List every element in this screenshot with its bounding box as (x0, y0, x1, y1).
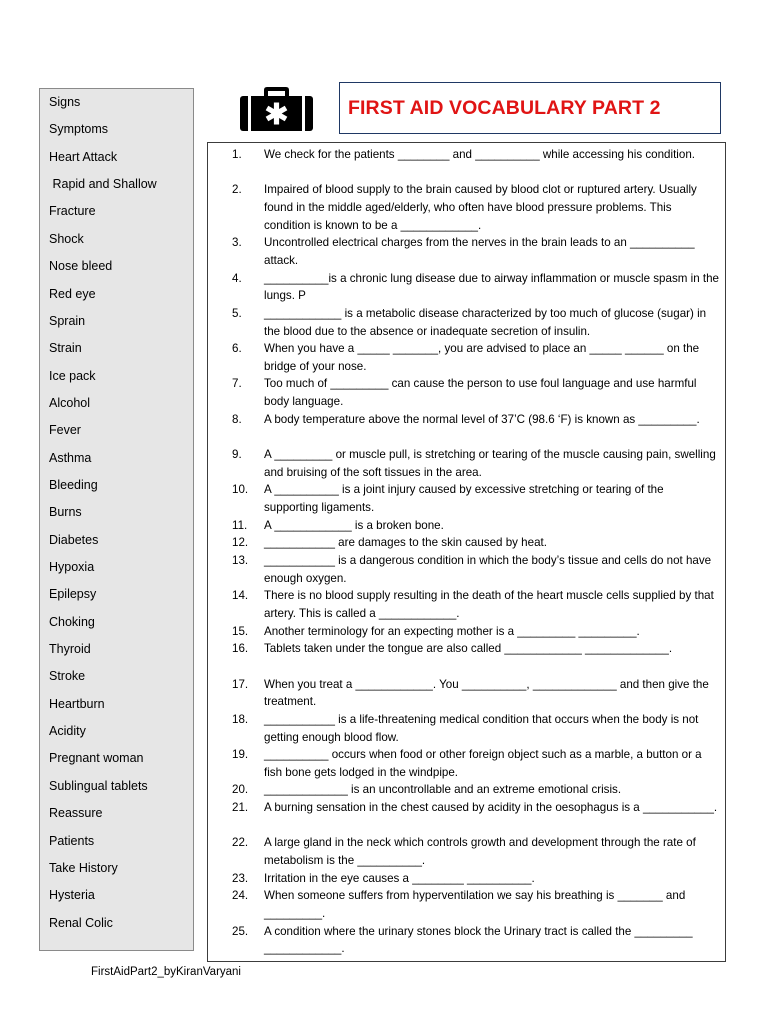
word-bank-item: Fever (49, 423, 81, 438)
question-text: _____________ is an uncontrollable and an extreme emotional crisis. (264, 783, 622, 797)
question-text: Uncontrolled electrical charges from the nerves in the brain leads to an __________ attack. (264, 236, 695, 267)
question-number: 20. (232, 783, 249, 797)
word-bank-item: Red eye (49, 286, 96, 301)
first-aid-kit-icon (239, 86, 314, 132)
word-bank-item: Thyroid (49, 642, 91, 656)
question-text: There is no blood supply resulting in the death of the heart muscle cells supplied by that artery. This is called a ____________. (264, 589, 714, 620)
word-bank-item: Burns (49, 505, 82, 520)
title-box (339, 82, 721, 134)
word-bank-item: Strain (49, 341, 82, 356)
question-number: 11. (232, 518, 248, 532)
word-bank-item: Fracture (49, 204, 96, 219)
question-number: 9. (232, 448, 242, 461)
word-bank-item: Nose bleed (49, 259, 113, 274)
question-number: 10. (232, 483, 249, 497)
word-bank-item: Ice pack (49, 368, 96, 383)
question-number: 19. (232, 748, 249, 762)
question-number: 5. (232, 306, 242, 320)
question-text: When you treat a ____________. You __________, _____________ and then give the treatment. (264, 677, 709, 709)
word-bank-item: Heartburn (49, 696, 105, 711)
question-text: ___________ are damages to the skin caused by heat. (264, 536, 547, 550)
footer-credit: FirstAidPart2_byKiranVaryani (91, 966, 241, 978)
question-number: 25. (232, 924, 249, 938)
word-bank (39, 88, 194, 951)
question-text: Impaired of blood supply to the brain caused by blood clot or ruptured artery. Usually found in the middle aged/elderly, who often have blood pressure problems. This condition is known to be a ____________. (264, 183, 697, 232)
word-bank-item: Hysteria (49, 888, 95, 903)
question-number: 13. (232, 553, 249, 567)
word-bank-item: Asthma (49, 450, 92, 465)
question-number: 8. (232, 412, 242, 426)
question-text: A burning sensation in the chest caused by acidity in the oesophagus is a ___________. (264, 801, 718, 814)
word-bank-item: Sublingual tablets (49, 778, 148, 793)
question-number: 16. (232, 642, 249, 656)
question-number: 3. (232, 236, 242, 250)
question-number: 12. (232, 536, 249, 550)
question-number: 18. (232, 712, 249, 726)
question-number: 22. (232, 836, 249, 850)
word-bank-item: Bleeding (49, 477, 98, 492)
question-number: 6. (232, 342, 242, 356)
word-bank-item: Shock (49, 231, 84, 246)
question-text: We check for the patients ________ and __________ while accessing his condition. (264, 148, 695, 161)
word-bank-item: Epilepsy (49, 587, 97, 602)
question-number: 24. (232, 889, 249, 903)
word-bank-item: Rapid and Shallow (49, 177, 157, 192)
question-number: 7. (232, 377, 242, 391)
question-number: 17. (232, 677, 249, 691)
word-bank-item: Symptoms (49, 122, 109, 137)
question-text: When someone suffers from hyperventilation we say his breathing is _______ and _________. (264, 889, 686, 920)
question-number: 2. (232, 183, 242, 197)
question-number: 1. (232, 148, 242, 161)
question-text: A _________ or muscle pull, is stretching or tearing of the muscle causing pain, swelling and bruising of the soft tissues in the area. (264, 448, 716, 479)
word-bank-item: Pregnant woman (49, 751, 144, 766)
word-bank-item: Signs (49, 95, 81, 109)
question-text: Irritation in the eye causes a ________ __________. (264, 871, 535, 885)
word-bank-item: Alcohol (49, 395, 90, 410)
question-number: 15. (232, 624, 249, 638)
question-number: 23. (232, 871, 249, 885)
question-text: Another terminology for an expecting mother is a _________ _________. (264, 624, 640, 638)
word-bank-item: Renal Colic (49, 915, 113, 930)
question-text: When you have a _____ _______, you are advised to place an _____ ______ on the bridge of your nose. (264, 342, 700, 373)
question-text: ___________ is a dangerous condition in which the body’s tissue and cells do not have enough oxygen. (264, 553, 712, 585)
word-bank-item: Acidity (49, 724, 86, 739)
word-bank-item: Heart Attack (49, 149, 118, 164)
word-bank-item: Patients (49, 833, 95, 848)
question-text: __________is a chronic lung disease due to airway inflammation or muscle spasm in the lungs. P (264, 271, 719, 303)
question-number: 21. (232, 801, 249, 814)
word-bank-item: Sprain (49, 313, 86, 328)
word-bank-item: Diabetes (49, 532, 99, 547)
question-number: 4. (232, 271, 242, 285)
question-text: A large gland in the neck which controls growth and development through the rate of metabolism is the __________. (264, 836, 696, 867)
word-bank-item: Take History (49, 860, 118, 875)
question-number: 14. (232, 589, 249, 603)
question-text: A __________ is a joint injury caused by excessive stretching or tearing of the supporting ligaments. (264, 483, 664, 514)
question-text: __________ occurs when food or other foreign object such as a marble, a button or a fish bone gets lodged in the windpipe. (264, 748, 702, 779)
question-text: Tablets taken under the tongue are also called ____________ _____________. (264, 642, 673, 656)
question-text: ____________ is a metabolic disease characterized by too much of glucose (sugar) in the blood due to the absence or inadequate secretion of insulin. (264, 306, 707, 338)
questions-box (207, 142, 726, 962)
question-text: A condition where the urinary stones block the Urinary tract is called the _________ ____________. (264, 924, 693, 956)
word-bank-item: Stroke (49, 669, 86, 684)
question-text: A body temperature above the normal level of 37’C (98.6 ‘F) is known as _________. (264, 412, 700, 426)
question-text: Too much of _________ can cause the person to use foul language and use harmful body language. (264, 377, 697, 409)
question-text: ___________ is a life-threatening medical condition that occurs when the body is not getting enough blood flow. (264, 712, 699, 744)
word-bank-item: Reassure (49, 806, 103, 821)
word-bank-item: Choking (49, 614, 95, 629)
word-bank-item: Hypoxia (49, 560, 95, 574)
page-title: FIRST AID VOCABULARY PART 2 (348, 97, 661, 119)
question-text: A ____________ is a broken bone. (264, 518, 444, 532)
